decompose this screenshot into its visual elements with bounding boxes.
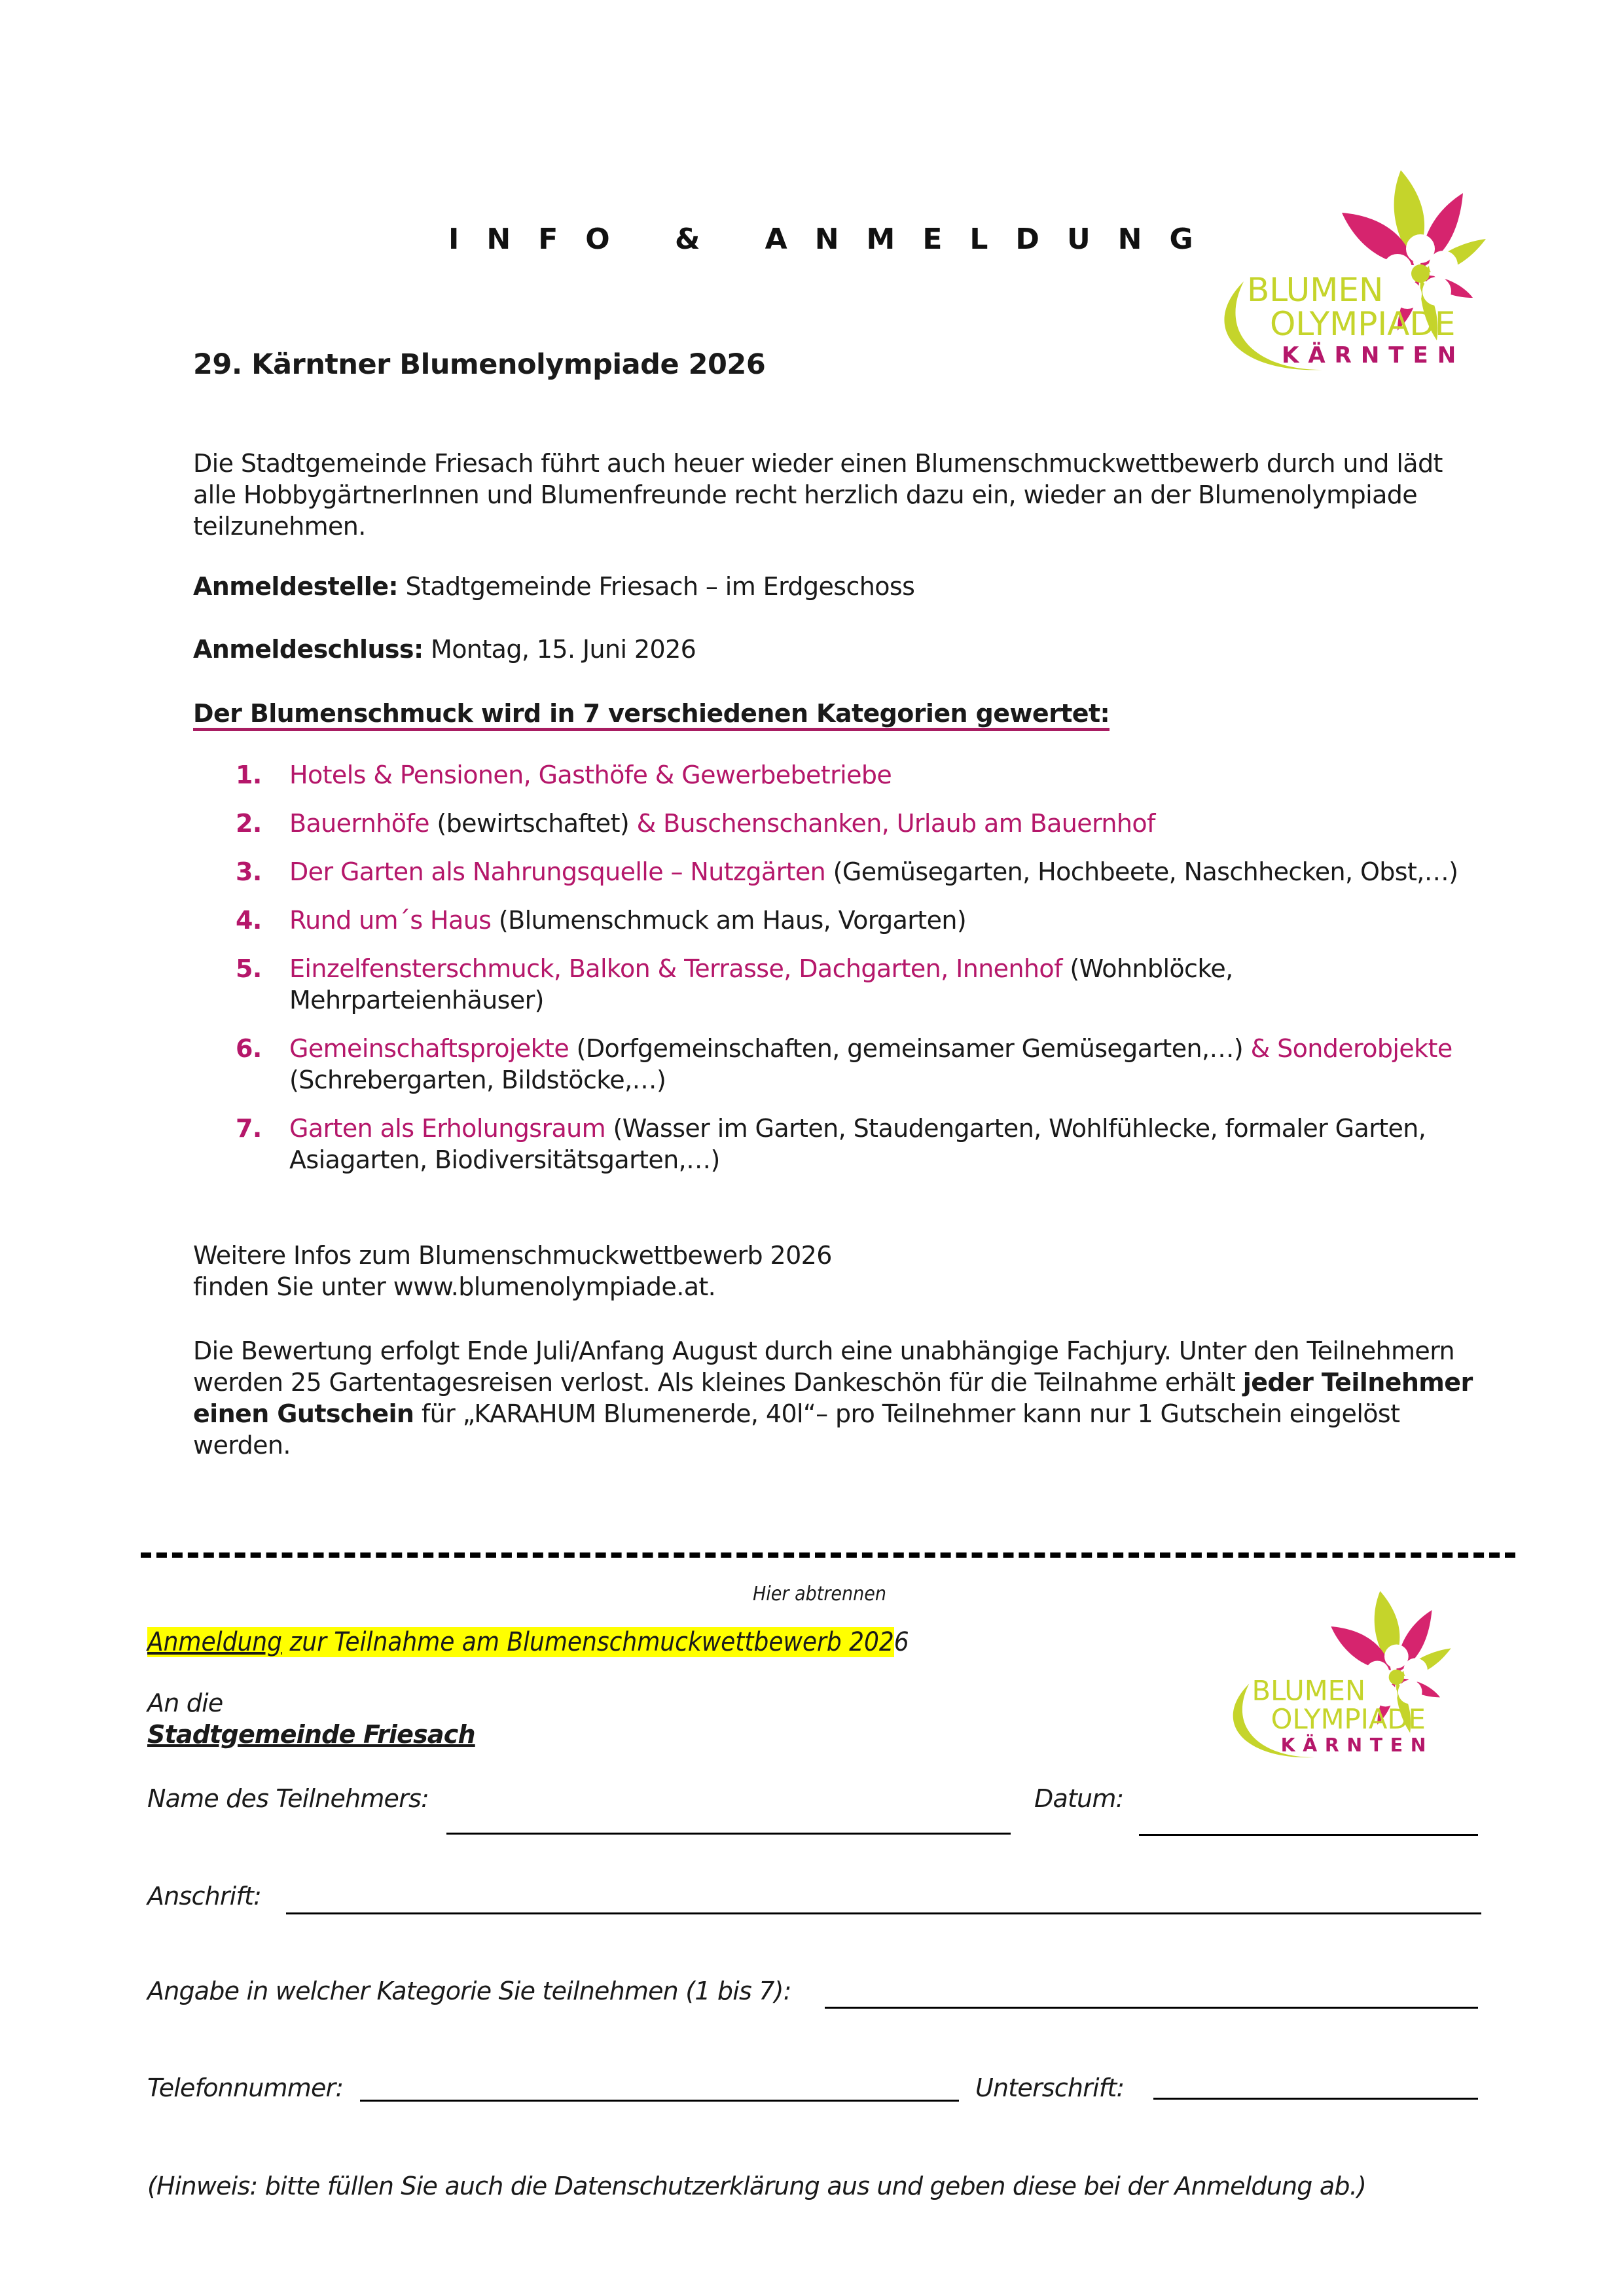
evaluation-text-1: Die Bewertung erfolgt Ende Juli/Anfang August durch eine unabhängige Fachjury. Unter den Teilnehmern werden 25 Gartentagesreisen verlost. Als kleines Dankeschön für die Teilnahme erhält [193,1336,1455,1397]
category-item [236,759,1479,791]
registration-office [193,571,914,602]
recipient-line1: An die [147,1689,223,1717]
category-description: (Blumenschmuck am Haus, Vorgarten) [491,906,967,935]
category-item [236,1033,1479,1096]
cut-line [141,1552,1515,1558]
form-title-highlight [147,1627,894,1657]
category-name: Bauernhöfe [289,809,429,838]
category-number: 7. [236,1114,262,1143]
categories-list [236,759,1479,1193]
category-name: Der Garten als Nahrungsquelle – Nutzgärten [289,857,826,886]
category-input-line[interactable] [825,2007,1478,2009]
category-description: (Wohnblöcke, Mehrparteienhäuser) [289,954,1233,1014]
privacy-note: (Hinweis: bitte füllen Sie auch die Datenschutzerklärung aus und geben diese bei der Anmeldung ab.) [147,2172,1367,2200]
category-name: Rund um´s Haus [289,906,492,935]
form-title-tail: 6 [893,1627,909,1657]
form-title [147,1627,909,1657]
category-name: & Sonderobjekte [1250,1034,1453,1063]
category-name: Garten als Erholungsraum [289,1114,606,1143]
category-item [236,953,1479,1016]
logo-text-olympiade: OLYMPIADE [1270,305,1456,343]
category-number: 4. [236,906,262,935]
registration-deadline-value: Montag, 15. Juni 2026 [423,635,696,664]
evaluation-text-2: für „KARAHUM Blumenerde, 40l“– pro Teilnehmer kann nur 1 Gutschein eingelöst werden. [193,1399,1400,1460]
category-name: Gemeinschaftsprojekte [289,1034,569,1063]
more-info-line1: Weitere Infos zum Blumenschmuckwettbewerb 2026 [193,1241,832,1270]
logo-text-kaernten: KÄRNTEN [1280,1734,1434,1756]
signature-input-line[interactable] [1153,2098,1478,2100]
evaluation-bold: jeder Teilnehmer einen Gutschein [193,1368,1473,1428]
more-info [193,1240,832,1302]
category-name: Hotels & Pensionen, Gasthöfe & Gewerbebetriebe [289,761,892,789]
phone-label: Telefonnummer: [147,2073,344,2102]
name-input-line[interactable] [446,1833,1011,1835]
category-description: (Gemüsegarten, Hochbeete, Naschhecken, Obst,…) [825,857,1458,886]
category-item [236,856,1479,888]
logo-text-blumen: BLUMEN [1252,1674,1366,1707]
address-label: Anschrift: [147,1882,262,1910]
recipient-line2: Stadtgemeinde Friesach [147,1720,475,1749]
logo-text-olympiade: OLYMPIADE [1271,1702,1426,1735]
date-input-line[interactable] [1139,1834,1478,1836]
category-number: 5. [236,954,262,983]
registration-deadline [193,634,696,665]
registration-office-value: Stadtgemeinde Friesach – im Erdgeschoss [398,572,915,601]
name-label: Name des Teilnehmers: [147,1784,429,1813]
phone-input-line[interactable] [360,2100,959,2102]
registration-office-label: Anmeldestelle: [193,572,399,601]
category-description: (Schrebergarten, Bildstöcke,…) [289,1066,666,1094]
category-name: Einzelfensterschmuck, Balkon & Terrasse, Dachgarten, Innenhof [289,954,1062,983]
page-title: INFO & ANMELDUNG [448,223,1221,256]
intro-paragraph: Die Stadtgemeinde Friesach führt auch heuer wieder einen Blumenschmuckwettbewerb durch und lädt alle HobbygärtnerInnen und Blumenfreunde recht herzlich dazu ein, wieder an der Blumenolympiade teilzunehmen. [193,449,1443,541]
logo-text-blumen: BLUMEN [1247,271,1384,309]
form-title-rest: zur Teilnahme am Blumenschmuckwettbewerb 202 [281,1627,894,1657]
category-number: 6. [236,1034,262,1063]
address-input-line[interactable] [286,1912,1481,1914]
category-number: 3. [236,857,262,886]
category-item [236,1113,1479,1175]
evaluation-paragraph [193,1335,1502,1461]
category-description: (bewirtschaftet) [429,809,637,838]
category-name: & Buschenschanken, Urlaub am Bauernhof [636,809,1155,838]
category-description: (Dorfgemeinschaften, gemeinsamer Gemüsegarten,…) [569,1034,1251,1063]
form-title-underlined: Anmeldung [147,1627,282,1657]
category-description: (Wasser im Garten, Staudengarten, Wohlfühlecke, formaler Garten, Asiagarten, Biodiversitätsgarten,…) [289,1114,1426,1174]
registration-deadline-label: Anmeldeschluss: [193,635,424,664]
signature-label: Unterschrift: [975,2073,1125,2102]
cut-label: Hier abtrennen [753,1583,886,1605]
logo-text-kaernten: KÄRNTEN [1282,342,1466,368]
category-number: 1. [236,761,262,789]
category-item [236,808,1479,839]
date-label: Datum: [1034,1784,1124,1813]
category-item [236,905,1479,936]
blumenolympiade-logo-top [1198,151,1512,373]
category-label: Angabe in welcher Kategorie Sie teilnehmen (1 bis 7): [147,1977,791,2005]
blumenolympiade-logo-bottom [1211,1574,1473,1761]
main-heading: 29. Kärntner Blumenolympiade 2026 [193,348,766,381]
more-info-line2: finden Sie unter www.blumenolympiade.at. [193,1272,716,1301]
category-number: 2. [236,809,262,838]
categories-heading: Der Blumenschmuck wird in 7 verschiedenen Kategorien gewertet: [193,699,1110,731]
